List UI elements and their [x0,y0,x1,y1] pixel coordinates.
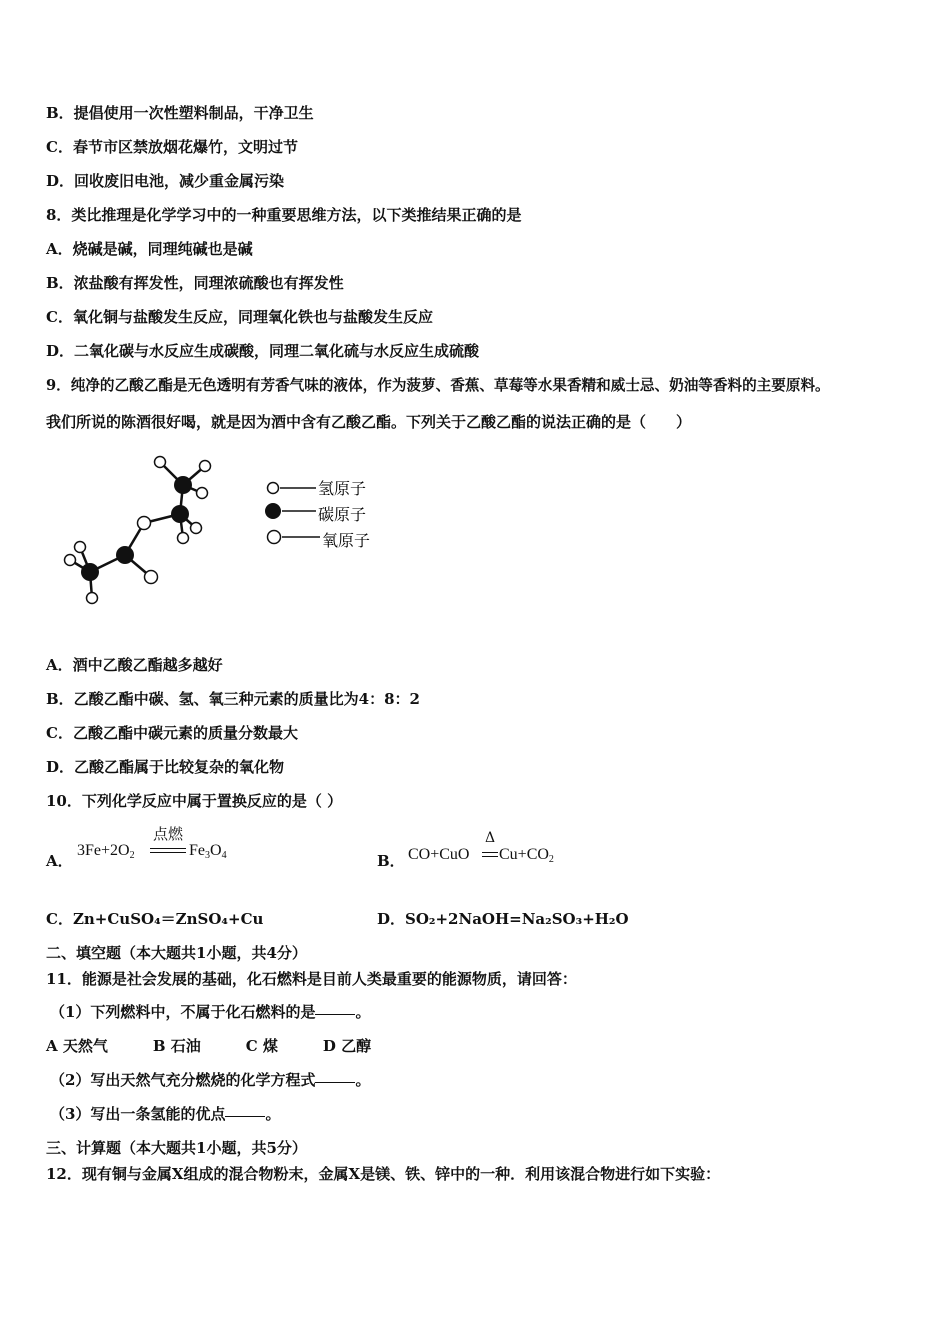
legend-hydrogen-label: 氢原子 [318,479,367,498]
legend-oxygen-label: 氧原子 [322,531,371,550]
q8-option-d: D．二氧化碳与水反应生成碳酸，同理二氧化硫与水反应生成硫酸 [46,342,480,360]
q10-option-d: D．SO₂+2NaOH=Na₂SO₃+H₂O [377,910,629,928]
q10-a-right-sub1: 3 [205,850,210,861]
legend-carbon [265,503,366,524]
q11-part2-text: （2）写出天然气充分燃烧的化学方程式 [50,1071,316,1089]
q8-stem: 8．类比推理是化学学习中的一种重要思维方法，以下类推结果正确的是 [46,206,522,224]
q10-a-right-o: O [210,842,222,859]
legend-oxygen [268,531,371,551]
q9-stem-line1: 9．纯净的乙酸乙酯是无色透明有芳香气味的液体，作为菠萝、香蕉、草莓等水果香精和威士忌、奶油等香料的主要原料。 [46,377,830,394]
q11-stem: 11．能源是社会发展的基础，化石燃料是目前人类最重要的能源物质，请回答： [46,970,577,988]
q10-b-right: Cu+CO [499,846,549,863]
q8-option-b: B．浓盐酸有挥发性，同理浓硫酸也有挥发性 [46,274,344,292]
q8-option-c: C．氧化铜与盐酸发生反应，同理氧化铁也与盐酸发生反应 [46,308,433,326]
q10-option-b-products [499,846,554,865]
q11-part2 [50,1069,370,1090]
q11-part1-period: 。 [355,1003,371,1021]
q10-option-b-label: B． [377,852,405,870]
q10-a-left: 3Fe+2O [77,842,130,859]
q11-part3-text: （3）写出一条氢能的优点 [50,1105,226,1123]
q11-part2-blank [315,1081,355,1083]
q9-option-b: B．乙酸乙酯中碳、氢、氧三种元素的质量比为4：8：2 [46,690,420,708]
ethyl-acetate-molecule-diagram [40,448,400,622]
q10-stem: 10．下列化学反应中属于置换反应的是（ ） [46,792,343,810]
q10-a-equals-bottom [150,852,186,853]
q10-a-equals-top [150,848,186,849]
q11-options: A 天然气 B 石油 C 煤 D 乙醇 [46,1037,372,1055]
q10-option-a-reactants [77,842,135,861]
q10-b-equals-bottom [482,856,498,857]
q11-part1-blank [315,1013,355,1015]
q9-option-a: A．酒中乙酸乙酯越多越好 [46,656,223,674]
q9-option-c: C．乙酸乙酯中碳元素的质量分数最大 [46,724,298,742]
q11-part3-blank [225,1115,265,1117]
q10-option-a-products [189,842,227,861]
q11-part1-text: （1）下列燃料中，不属于化石燃料的是 [50,1003,316,1021]
section-3-heading: 三、计算题（本大题共1小题，共5分） [46,1139,307,1157]
q9-option-d: D．乙酸乙酯属于比较复杂的氧化物 [46,758,285,776]
q7-option-c: C．春节市区禁放烟花爆竹，文明过节 [46,138,298,156]
q10-option-c: C．Zn+CuSO₄＝ZnSO₄+Cu [46,910,264,928]
q10-b-right-sub: 2 [548,854,554,865]
section-2-heading: 二、填空题（本大题共1小题，共4分） [46,944,307,962]
q12-stem: 12．现有铜与金属X组成的混合物粉末，金属X是镁、铁、锌中的一种．利用该混合物进行如下实验： [46,1165,721,1183]
q11-part2-period: 。 [355,1071,371,1089]
q8-option-a: A．烧碱是碱，同理纯碱也是碱 [46,240,253,258]
q11-part3-period: 。 [265,1105,281,1123]
q10-a-right-sub2: 4 [221,850,227,861]
q7-option-b: B．提倡使用一次性塑料制品，干净卫生 [46,104,314,122]
q10-option-b-reactants: CO+CuO [408,846,470,863]
q11-part3 [50,1103,280,1124]
q10-b-equals-top [482,852,498,853]
q10-a-left-sub: 2 [129,850,135,861]
q7-option-d: D．回收废旧电池，减少重金属污染 [46,172,285,190]
legend-hydrogen [268,479,367,498]
q10-option-b-condition: Δ [484,830,496,846]
legend-carbon-label: 碳原子 [318,505,367,524]
q10-option-a-condition: 点燃 [152,825,183,843]
q10-a-right: Fe [189,842,205,859]
q11-part1 [50,1001,370,1022]
q10-option-a-label: A． [46,852,73,870]
q9-stem-line2: 我们所说的陈酒很好喝，就是因为酒中含有乙酸乙酯。下列关于乙酸乙酯的说法正确的是（ ） [46,413,692,431]
